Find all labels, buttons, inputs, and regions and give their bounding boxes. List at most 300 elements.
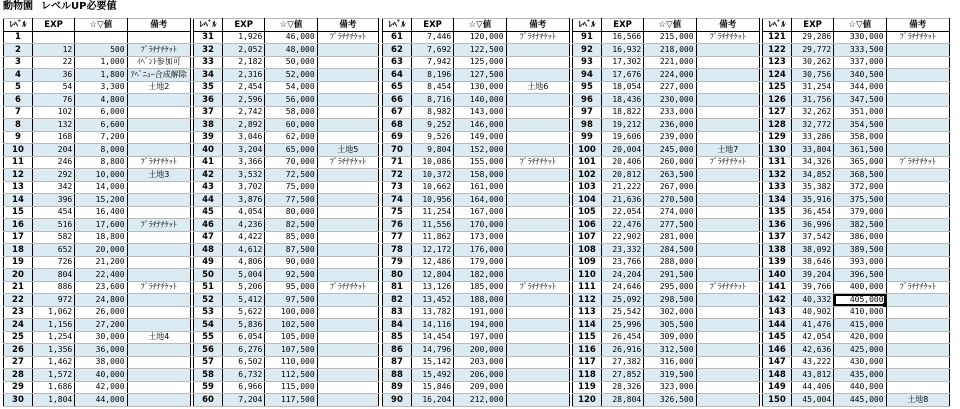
- star-value-cell[interactable]: 435,000: [834, 369, 886, 382]
- exp-cell[interactable]: 886: [32, 281, 74, 294]
- exp-cell[interactable]: 15,492: [411, 369, 453, 382]
- exp-cell[interactable]: 25,542: [601, 306, 643, 319]
- exp-cell[interactable]: 516: [32, 219, 74, 232]
- level-cell[interactable]: 138: [763, 244, 792, 257]
- level-cell[interactable]: 89: [383, 381, 412, 394]
- star-value-cell[interactable]: 143,000: [454, 106, 506, 119]
- note-cell[interactable]: [506, 231, 569, 244]
- exp-cell[interactable]: 1,062: [32, 306, 74, 319]
- note-cell[interactable]: [127, 306, 190, 319]
- exp-cell[interactable]: 1,686: [32, 381, 74, 394]
- level-cell[interactable]: 65: [383, 81, 412, 94]
- exp-cell[interactable]: 13,452: [411, 294, 453, 307]
- level-cell[interactable]: 112: [573, 294, 602, 307]
- exp-cell[interactable]: 1,356: [32, 344, 74, 357]
- level-cell[interactable]: 93: [573, 56, 602, 69]
- level-cell[interactable]: 146: [763, 344, 792, 357]
- exp-cell[interactable]: 43,222: [791, 356, 833, 369]
- star-value-cell[interactable]: 337,000: [834, 56, 886, 69]
- exp-cell[interactable]: 28,804: [601, 394, 643, 407]
- note-cell[interactable]: [696, 344, 759, 357]
- star-value-cell[interactable]: 191,000: [454, 306, 506, 319]
- level-cell[interactable]: 30: [4, 394, 33, 407]
- level-cell[interactable]: 74: [383, 194, 412, 207]
- exp-cell[interactable]: 17,302: [601, 56, 643, 69]
- star-value-cell[interactable]: 194,000: [454, 319, 506, 332]
- star-value-cell[interactable]: 284,500: [644, 244, 696, 257]
- exp-cell[interactable]: 6,732: [222, 369, 264, 382]
- exp-cell[interactable]: 23,332: [601, 244, 643, 257]
- note-cell[interactable]: [127, 256, 190, 269]
- star-value-cell[interactable]: 410,000: [834, 306, 886, 319]
- exp-cell[interactable]: 9,804: [411, 144, 453, 157]
- exp-cell[interactable]: 292: [32, 169, 74, 182]
- exp-cell[interactable]: 652: [32, 244, 74, 257]
- star-value-cell[interactable]: 333,500: [834, 44, 886, 57]
- level-cell[interactable]: 122: [763, 44, 792, 57]
- star-value-cell[interactable]: 16,400: [75, 206, 127, 219]
- header-exp[interactable]: EXP: [222, 19, 264, 32]
- level-cell[interactable]: 56: [194, 344, 223, 357]
- star-value-cell[interactable]: 77,500: [265, 194, 317, 207]
- note-cell[interactable]: [127, 369, 190, 382]
- level-cell[interactable]: 87: [383, 356, 412, 369]
- level-cell[interactable]: 113: [573, 306, 602, 319]
- note-cell[interactable]: [317, 244, 378, 257]
- exp-cell[interactable]: 5,004: [222, 269, 264, 282]
- note-cell[interactable]: ｲﾍﾞﾝﾄ参加可: [127, 56, 190, 69]
- level-cell[interactable]: 31: [194, 31, 223, 44]
- exp-cell[interactable]: 15,846: [411, 381, 453, 394]
- note-cell[interactable]: [696, 94, 759, 107]
- exp-cell[interactable]: 16,932: [601, 44, 643, 57]
- note-cell[interactable]: [127, 131, 190, 144]
- star-value-cell[interactable]: 30,000: [75, 331, 127, 344]
- note-cell[interactable]: [317, 119, 378, 132]
- level-cell[interactable]: 39: [194, 131, 223, 144]
- exp-cell[interactable]: 1,926: [222, 31, 264, 44]
- exp-cell[interactable]: 39,204: [791, 269, 833, 282]
- note-cell[interactable]: [696, 369, 759, 382]
- level-cell[interactable]: 79: [383, 256, 412, 269]
- level-cell[interactable]: 128: [763, 119, 792, 132]
- level-cell[interactable]: 85: [383, 331, 412, 344]
- star-value-cell[interactable]: 170,000: [454, 219, 506, 232]
- note-cell[interactable]: [696, 181, 759, 194]
- exp-cell[interactable]: 3,204: [222, 144, 264, 157]
- level-cell[interactable]: 105: [573, 206, 602, 219]
- note-cell[interactable]: [886, 244, 949, 257]
- note-cell[interactable]: ﾌﾟﾗﾁﾅﾁｹｯﾄ: [506, 156, 569, 169]
- level-cell[interactable]: 99: [573, 131, 602, 144]
- level-cell[interactable]: 81: [383, 281, 412, 294]
- star-value-cell[interactable]: 309,000: [644, 331, 696, 344]
- exp-cell[interactable]: 4,806: [222, 256, 264, 269]
- level-cell[interactable]: 4: [4, 69, 33, 82]
- note-cell[interactable]: [696, 44, 759, 57]
- note-cell[interactable]: 土地2: [127, 81, 190, 94]
- exp-cell[interactable]: 342: [32, 181, 74, 194]
- note-cell[interactable]: [506, 69, 569, 82]
- star-value-cell[interactable]: 323,000: [644, 381, 696, 394]
- note-cell[interactable]: ﾌﾟﾗﾁﾅﾁｹｯﾄ: [886, 281, 949, 294]
- note-cell[interactable]: [696, 269, 759, 282]
- note-cell[interactable]: [696, 56, 759, 69]
- star-value-cell[interactable]: 368,500: [834, 169, 886, 182]
- exp-cell[interactable]: 36,454: [791, 206, 833, 219]
- level-cell[interactable]: 48: [194, 244, 223, 257]
- exp-cell[interactable]: 1,254: [32, 331, 74, 344]
- star-value-cell[interactable]: 344,000: [834, 81, 886, 94]
- exp-cell[interactable]: 17,676: [601, 69, 643, 82]
- note-cell[interactable]: [317, 369, 378, 382]
- note-cell[interactable]: [506, 394, 569, 407]
- star-value-cell[interactable]: 102,500: [265, 319, 317, 332]
- star-value-cell[interactable]: 445,000: [834, 394, 886, 407]
- star-value-cell[interactable]: 379,000: [834, 206, 886, 219]
- exp-cell[interactable]: 2,182: [222, 56, 264, 69]
- star-value-cell[interactable]: 298,500: [644, 294, 696, 307]
- exp-cell[interactable]: 2,596: [222, 94, 264, 107]
- exp-cell[interactable]: 5,206: [222, 281, 264, 294]
- note-cell[interactable]: [696, 131, 759, 144]
- note-cell[interactable]: [886, 144, 949, 157]
- star-value-cell[interactable]: 6,600: [75, 119, 127, 132]
- level-cell[interactable]: 43: [194, 181, 223, 194]
- note-cell[interactable]: [886, 169, 949, 182]
- note-cell[interactable]: [317, 269, 378, 282]
- star-value-cell[interactable]: 23,600: [75, 281, 127, 294]
- note-cell[interactable]: [886, 94, 949, 107]
- note-cell[interactable]: ﾌﾟﾗﾁﾅﾁｹｯﾄ: [696, 31, 759, 44]
- exp-cell[interactable]: 3,366: [222, 156, 264, 169]
- star-value-cell[interactable]: 215,000: [644, 31, 696, 44]
- note-cell[interactable]: [317, 44, 378, 57]
- level-cell[interactable]: 66: [383, 94, 412, 107]
- note-cell[interactable]: ﾌﾟﾗﾁﾅﾁｹｯﾄ: [886, 31, 949, 44]
- note-cell[interactable]: [317, 206, 378, 219]
- star-value-cell[interactable]: 3,300: [75, 81, 127, 94]
- level-cell[interactable]: 98: [573, 119, 602, 132]
- star-value-cell[interactable]: 200,000: [454, 344, 506, 357]
- exp-cell[interactable]: 27,382: [601, 356, 643, 369]
- level-cell[interactable]: 72: [383, 169, 412, 182]
- level-cell[interactable]: 83: [383, 306, 412, 319]
- level-cell[interactable]: 47: [194, 231, 223, 244]
- level-cell[interactable]: 82: [383, 294, 412, 307]
- level-cell[interactable]: 63: [383, 56, 412, 69]
- level-cell[interactable]: 77: [383, 231, 412, 244]
- exp-cell[interactable]: 2,742: [222, 106, 264, 119]
- star-value-cell[interactable]: 340,500: [834, 69, 886, 82]
- level-cell[interactable]: 104: [573, 194, 602, 207]
- star-value-cell[interactable]: 8,000: [75, 144, 127, 157]
- star-value-cell[interactable]: 21,200: [75, 256, 127, 269]
- note-cell[interactable]: 土地4: [127, 331, 190, 344]
- level-cell[interactable]: 40: [194, 144, 223, 157]
- level-cell[interactable]: 52: [194, 294, 223, 307]
- level-cell[interactable]: 137: [763, 231, 792, 244]
- note-cell[interactable]: [506, 206, 569, 219]
- exp-cell[interactable]: 2,052: [222, 44, 264, 57]
- star-value-cell[interactable]: 319,500: [644, 369, 696, 382]
- level-cell[interactable]: 10: [4, 144, 33, 157]
- star-value-cell[interactable]: 389,500: [834, 244, 886, 257]
- note-cell[interactable]: [127, 269, 190, 282]
- note-cell[interactable]: [696, 319, 759, 332]
- note-cell[interactable]: [696, 294, 759, 307]
- note-cell[interactable]: 土地6: [506, 81, 569, 94]
- level-cell[interactable]: 102: [573, 169, 602, 182]
- star-value-cell[interactable]: 274,000: [644, 206, 696, 219]
- star-value-cell[interactable]: 400,000: [834, 281, 886, 294]
- exp-cell[interactable]: 19,212: [601, 119, 643, 132]
- exp-cell[interactable]: 21,636: [601, 194, 643, 207]
- star-value-cell[interactable]: 288,000: [644, 256, 696, 269]
- level-cell[interactable]: 147: [763, 356, 792, 369]
- star-value-cell[interactable]: 105,000: [265, 331, 317, 344]
- note-cell[interactable]: [886, 231, 949, 244]
- exp-cell[interactable]: 24,204: [601, 269, 643, 282]
- level-cell[interactable]: 14: [4, 194, 33, 207]
- exp-cell[interactable]: 27,852: [601, 369, 643, 382]
- note-cell[interactable]: ﾌﾟﾗﾁﾅﾁｹｯﾄ: [506, 281, 569, 294]
- star-value-cell[interactable]: 164,000: [454, 194, 506, 207]
- note-cell[interactable]: [886, 69, 949, 82]
- exp-cell[interactable]: 5,836: [222, 319, 264, 332]
- level-cell[interactable]: 131: [763, 156, 792, 169]
- exp-cell[interactable]: 4,612: [222, 244, 264, 257]
- note-cell[interactable]: [506, 344, 569, 357]
- exp-cell[interactable]: 23,766: [601, 256, 643, 269]
- level-cell[interactable]: 94: [573, 69, 602, 82]
- note-cell[interactable]: [127, 231, 190, 244]
- exp-cell[interactable]: 20,812: [601, 169, 643, 182]
- exp-cell[interactable]: 21,222: [601, 181, 643, 194]
- note-cell[interactable]: [506, 319, 569, 332]
- header-note[interactable]: 備考: [696, 19, 759, 32]
- header-star-value[interactable]: ☆▽値: [454, 19, 506, 32]
- star-value-cell[interactable]: 90,000: [265, 256, 317, 269]
- level-cell[interactable]: 59: [194, 381, 223, 394]
- star-value-cell[interactable]: 127,500: [454, 69, 506, 82]
- level-cell[interactable]: 132: [763, 169, 792, 182]
- exp-cell[interactable]: 42,636: [791, 344, 833, 357]
- star-value-cell[interactable]: 80,000: [265, 206, 317, 219]
- level-cell[interactable]: 54: [194, 319, 223, 332]
- exp-cell[interactable]: 132: [32, 119, 74, 132]
- note-cell[interactable]: [886, 344, 949, 357]
- star-value-cell[interactable]: 361,500: [834, 144, 886, 157]
- level-cell[interactable]: 46: [194, 219, 223, 232]
- level-cell[interactable]: 45: [194, 206, 223, 219]
- note-cell[interactable]: [317, 106, 378, 119]
- level-cell[interactable]: 140: [763, 269, 792, 282]
- exp-cell[interactable]: [32, 31, 74, 44]
- exp-cell[interactable]: 14,454: [411, 331, 453, 344]
- exp-cell[interactable]: 18,436: [601, 94, 643, 107]
- header-star-value[interactable]: ☆▽値: [265, 19, 317, 32]
- level-cell[interactable]: 103: [573, 181, 602, 194]
- level-cell[interactable]: 120: [573, 394, 602, 407]
- note-cell[interactable]: [317, 319, 378, 332]
- exp-cell[interactable]: 9,252: [411, 119, 453, 132]
- note-cell[interactable]: [506, 306, 569, 319]
- header-note[interactable]: 備考: [886, 19, 949, 32]
- star-value-cell[interactable]: 36,000: [75, 344, 127, 357]
- note-cell[interactable]: [696, 106, 759, 119]
- note-cell[interactable]: ﾌﾟﾗﾁﾅﾁｹｯﾄ: [886, 156, 949, 169]
- level-cell[interactable]: 136: [763, 219, 792, 232]
- star-value-cell[interactable]: 1,800: [75, 69, 127, 82]
- note-cell[interactable]: ﾌﾟﾗﾁﾅﾁｹｯﾄ: [127, 156, 190, 169]
- star-value-cell[interactable]: 295,000: [644, 281, 696, 294]
- note-cell[interactable]: [886, 219, 949, 232]
- level-cell[interactable]: 96: [573, 94, 602, 107]
- level-cell[interactable]: 8: [4, 119, 33, 132]
- star-value-cell[interactable]: 330,000: [834, 31, 886, 44]
- level-cell[interactable]: 124: [763, 69, 792, 82]
- star-value-cell[interactable]: 18,800: [75, 231, 127, 244]
- star-value-cell[interactable]: 227,000: [644, 81, 696, 94]
- note-cell[interactable]: [317, 169, 378, 182]
- note-cell[interactable]: ﾌﾟﾗﾁﾅﾁｹｯﾄ: [696, 156, 759, 169]
- note-cell[interactable]: [886, 269, 949, 282]
- header-level[interactable]: ﾚﾍﾞﾙ: [383, 19, 412, 32]
- header-level[interactable]: ﾚﾍﾞﾙ: [763, 19, 792, 32]
- star-value-cell[interactable]: 82,500: [265, 219, 317, 232]
- level-cell[interactable]: 129: [763, 131, 792, 144]
- exp-cell[interactable]: 26,916: [601, 344, 643, 357]
- level-cell[interactable]: 22: [4, 294, 33, 307]
- star-value-cell[interactable]: 167,000: [454, 206, 506, 219]
- exp-cell[interactable]: 31,756: [791, 94, 833, 107]
- level-cell[interactable]: 150: [763, 394, 792, 407]
- note-cell[interactable]: [317, 331, 378, 344]
- exp-cell[interactable]: 12,486: [411, 256, 453, 269]
- exp-cell[interactable]: 1,804: [32, 394, 74, 407]
- star-value-cell[interactable]: 239,000: [644, 131, 696, 144]
- level-cell[interactable]: 67: [383, 106, 412, 119]
- star-value-cell[interactable]: 10,000: [75, 169, 127, 182]
- note-cell[interactable]: 土地3: [127, 169, 190, 182]
- level-cell[interactable]: 44: [194, 194, 223, 207]
- exp-cell[interactable]: 29,772: [791, 44, 833, 57]
- exp-cell[interactable]: 39,766: [791, 281, 833, 294]
- exp-cell[interactable]: 35,382: [791, 181, 833, 194]
- level-cell[interactable]: 75: [383, 206, 412, 219]
- level-cell[interactable]: 64: [383, 69, 412, 82]
- exp-cell[interactable]: 204: [32, 144, 74, 157]
- note-cell[interactable]: [317, 344, 378, 357]
- star-value-cell[interactable]: 4,800: [75, 94, 127, 107]
- level-cell[interactable]: 25: [4, 331, 33, 344]
- star-value-cell[interactable]: 40,000: [75, 369, 127, 382]
- star-value-cell[interactable]: 203,000: [454, 356, 506, 369]
- header-level[interactable]: ﾚﾍﾞﾙ: [194, 19, 223, 32]
- selected-cell[interactable]: 405,000: [834, 294, 886, 307]
- star-value-cell[interactable]: 60,000: [265, 119, 317, 132]
- note-cell[interactable]: 土地8: [886, 394, 949, 407]
- level-cell[interactable]: 101: [573, 156, 602, 169]
- level-cell[interactable]: 95: [573, 81, 602, 94]
- star-value-cell[interactable]: 112,500: [265, 369, 317, 382]
- note-cell[interactable]: [886, 331, 949, 344]
- star-value-cell[interactable]: 100,000: [265, 306, 317, 319]
- note-cell[interactable]: ﾌﾟﾗﾁﾅﾁｹｯﾄ: [127, 44, 190, 57]
- level-cell[interactable]: 20: [4, 269, 33, 282]
- exp-cell[interactable]: 45,004: [791, 394, 833, 407]
- star-value-cell[interactable]: 372,000: [834, 181, 886, 194]
- star-value-cell[interactable]: 218,000: [644, 44, 696, 57]
- level-cell[interactable]: 16: [4, 219, 33, 232]
- note-cell[interactable]: [127, 106, 190, 119]
- level-cell[interactable]: 126: [763, 94, 792, 107]
- star-value-cell[interactable]: 110,000: [265, 356, 317, 369]
- level-cell[interactable]: 55: [194, 331, 223, 344]
- level-cell[interactable]: 17: [4, 231, 33, 244]
- star-value-cell[interactable]: 149,000: [454, 131, 506, 144]
- level-cell[interactable]: 108: [573, 244, 602, 257]
- level-cell[interactable]: 91: [573, 31, 602, 44]
- note-cell[interactable]: [886, 356, 949, 369]
- exp-cell[interactable]: 454: [32, 206, 74, 219]
- star-value-cell[interactable]: 277,500: [644, 219, 696, 232]
- exp-cell[interactable]: 40,902: [791, 306, 833, 319]
- note-cell[interactable]: [886, 369, 949, 382]
- level-cell[interactable]: 50: [194, 269, 223, 282]
- note-cell[interactable]: [506, 294, 569, 307]
- exp-cell[interactable]: 14,796: [411, 344, 453, 357]
- exp-cell[interactable]: 43,812: [791, 369, 833, 382]
- star-value-cell[interactable]: 15,200: [75, 194, 127, 207]
- level-cell[interactable]: 38: [194, 119, 223, 132]
- exp-cell[interactable]: 3,876: [222, 194, 264, 207]
- level-cell[interactable]: 92: [573, 44, 602, 57]
- star-value-cell[interactable]: 140,000: [454, 94, 506, 107]
- exp-cell[interactable]: 6,966: [222, 381, 264, 394]
- exp-cell[interactable]: 18,822: [601, 106, 643, 119]
- exp-cell[interactable]: 2,892: [222, 119, 264, 132]
- exp-cell[interactable]: 6,054: [222, 331, 264, 344]
- note-cell[interactable]: [506, 369, 569, 382]
- star-value-cell[interactable]: 65,000: [265, 144, 317, 157]
- exp-cell[interactable]: 246: [32, 156, 74, 169]
- level-cell[interactable]: 88: [383, 369, 412, 382]
- level-cell[interactable]: 27: [4, 356, 33, 369]
- note-cell[interactable]: [696, 119, 759, 132]
- note-cell[interactable]: [127, 244, 190, 257]
- note-cell[interactable]: ﾌﾟﾗﾁﾅﾁｹｯﾄ: [506, 31, 569, 44]
- note-cell[interactable]: [886, 194, 949, 207]
- level-cell[interactable]: 41: [194, 156, 223, 169]
- star-value-cell[interactable]: 27,200: [75, 319, 127, 332]
- level-cell[interactable]: 12: [4, 169, 33, 182]
- note-cell[interactable]: ﾌﾟﾗﾁﾅﾁｹｯﾄ: [317, 156, 378, 169]
- star-value-cell[interactable]: 209,000: [454, 381, 506, 394]
- level-cell[interactable]: 11: [4, 156, 33, 169]
- note-cell[interactable]: [506, 144, 569, 157]
- exp-cell[interactable]: 22,476: [601, 219, 643, 232]
- exp-cell[interactable]: 33,804: [791, 144, 833, 157]
- note-cell[interactable]: [696, 206, 759, 219]
- level-cell[interactable]: 73: [383, 181, 412, 194]
- star-value-cell[interactable]: 46,000: [265, 31, 317, 44]
- exp-cell[interactable]: 804: [32, 269, 74, 282]
- note-cell[interactable]: 土地7: [696, 144, 759, 157]
- star-value-cell[interactable]: 224,000: [644, 69, 696, 82]
- level-cell[interactable]: 125: [763, 81, 792, 94]
